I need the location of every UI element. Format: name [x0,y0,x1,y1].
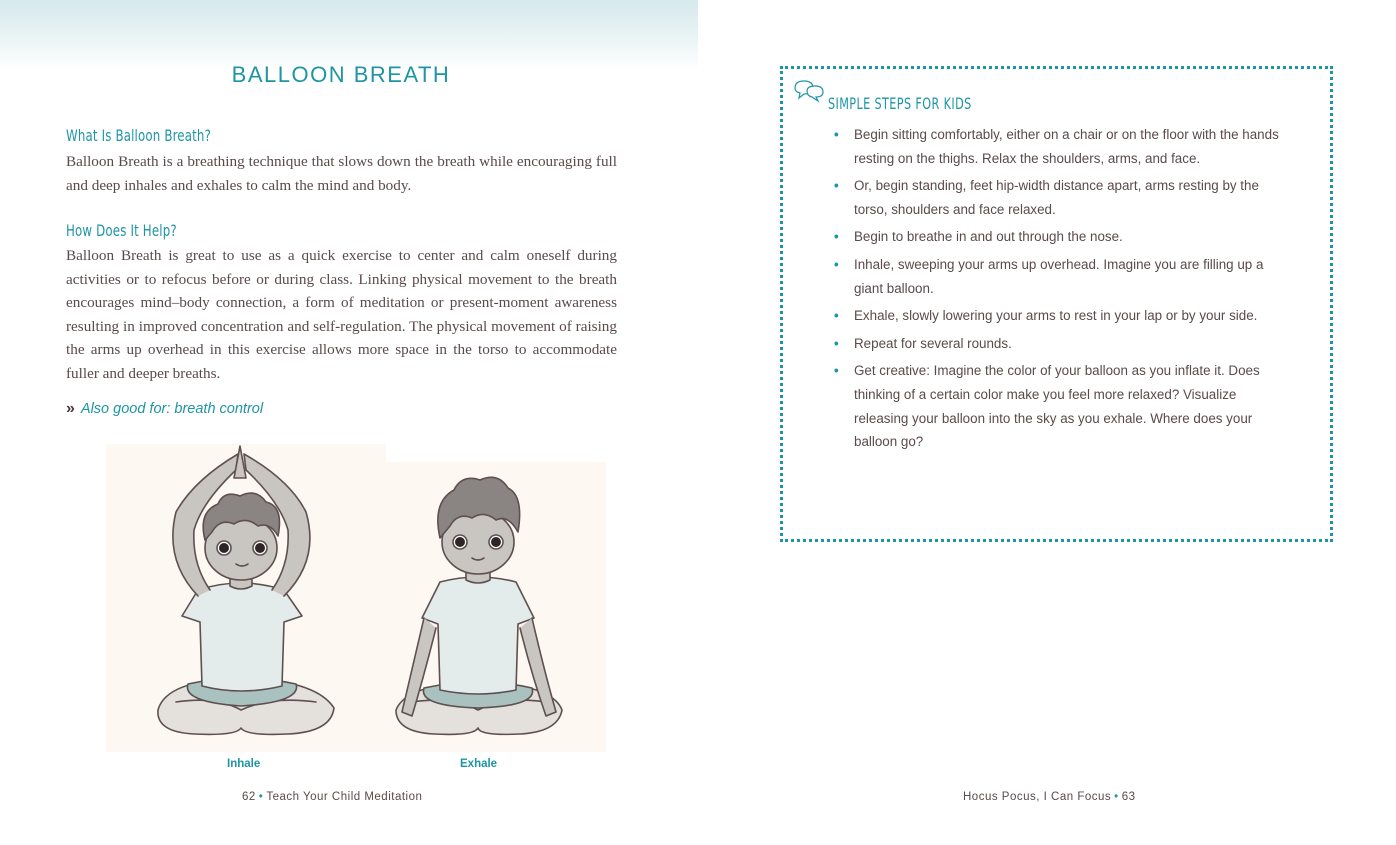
steps-list [834,123,1284,458]
section-heading-what: What Is Balloon Breath? [66,126,211,145]
step-text: Repeat for several rounds. [854,335,1012,351]
book-title: Teach Your Child Meditation [266,791,423,803]
step-text: Get creative: Imagine the color of your balloon as you inflate it. Does thinking of a certain color make you feel more relaxed? Visualize releasing your balloon into the sky as you exhale. Where does your balloon go? [854,363,1260,450]
speech-bubbles-icon [792,78,826,104]
step-item [834,332,1284,356]
right-page-footer [963,791,1135,803]
step-item [834,225,1284,249]
balloon-breath-illustration [106,440,606,752]
header-gradient-band [0,0,698,70]
bullet-icon: • [834,178,839,194]
right-page-number: 63 [1121,791,1136,803]
step-item [834,253,1284,300]
inhale-caption: Inhale [227,758,261,770]
section-body-how: Balloon Breath is great to use as a quick exercise to center and calm oneself during activities or to refocus before or during class. Linking physical movement to the breath encourages mind–body connection, a form of meditation or present-moment awareness resulting in improved concentration and self-regulation. The physical movement of raising the arms up overhead in this exercise allows more space in the torso to accommodate fuller and deeper breaths. [66,247,617,382]
step-text: Inhale, sweeping your arms up overhead. Imagine you are filling up a giant balloon. [854,256,1264,296]
bullet-icon: • [834,335,839,351]
steps-heading: SIMPLE STEPS FOR KIDS [828,94,972,113]
also-good-for-text: Also good for: breath control [80,401,264,417]
double-chevron-right-icon: » [66,400,75,417]
right-page [698,0,1396,845]
step-item [834,123,1284,170]
left-page-footer [242,791,422,803]
bullet-icon: • [834,256,839,272]
left-page-number: 62 [242,791,256,803]
step-text: Or, begin standing, feet hip-width distance apart, arms resting by the torso, shoulders and face relaxed. [854,178,1259,217]
page-title: BALLOON BREATH [231,62,451,87]
step-item [834,304,1284,328]
also-good-for [66,400,263,418]
footer-bullet: • [1114,791,1119,803]
step-text: Begin to breathe in and out through the nose. [854,229,1123,245]
step-text: Exhale, slowly lowering your arms to rest in your lap or by your side. [854,308,1258,324]
bullet-icon: • [834,127,839,142]
bullet-icon: • [834,308,839,324]
step-text: Begin sitting comfortably, either on a chair or on the floor with the hands resting on the thighs. Relax the shoulders, arms, and face. [854,127,1279,166]
exhale-caption: Exhale [460,758,498,770]
section-heading-how: How Does It Help? [66,221,177,240]
inhale-child-figure [158,446,334,734]
section-body-what: Balloon Breath is a breathing technique that slows down the breath while encouraging full and deep inhales and exhales to calm the mind and body. [66,153,617,194]
exhale-child-figure [396,477,562,734]
bullet-icon: • [834,363,839,379]
step-item [834,359,1284,453]
step-item [834,174,1284,221]
footer-bullet: • [258,791,264,803]
bullet-icon: • [834,229,839,245]
chapter-title: Hocus Pocus, I Can Focus [963,791,1112,803]
